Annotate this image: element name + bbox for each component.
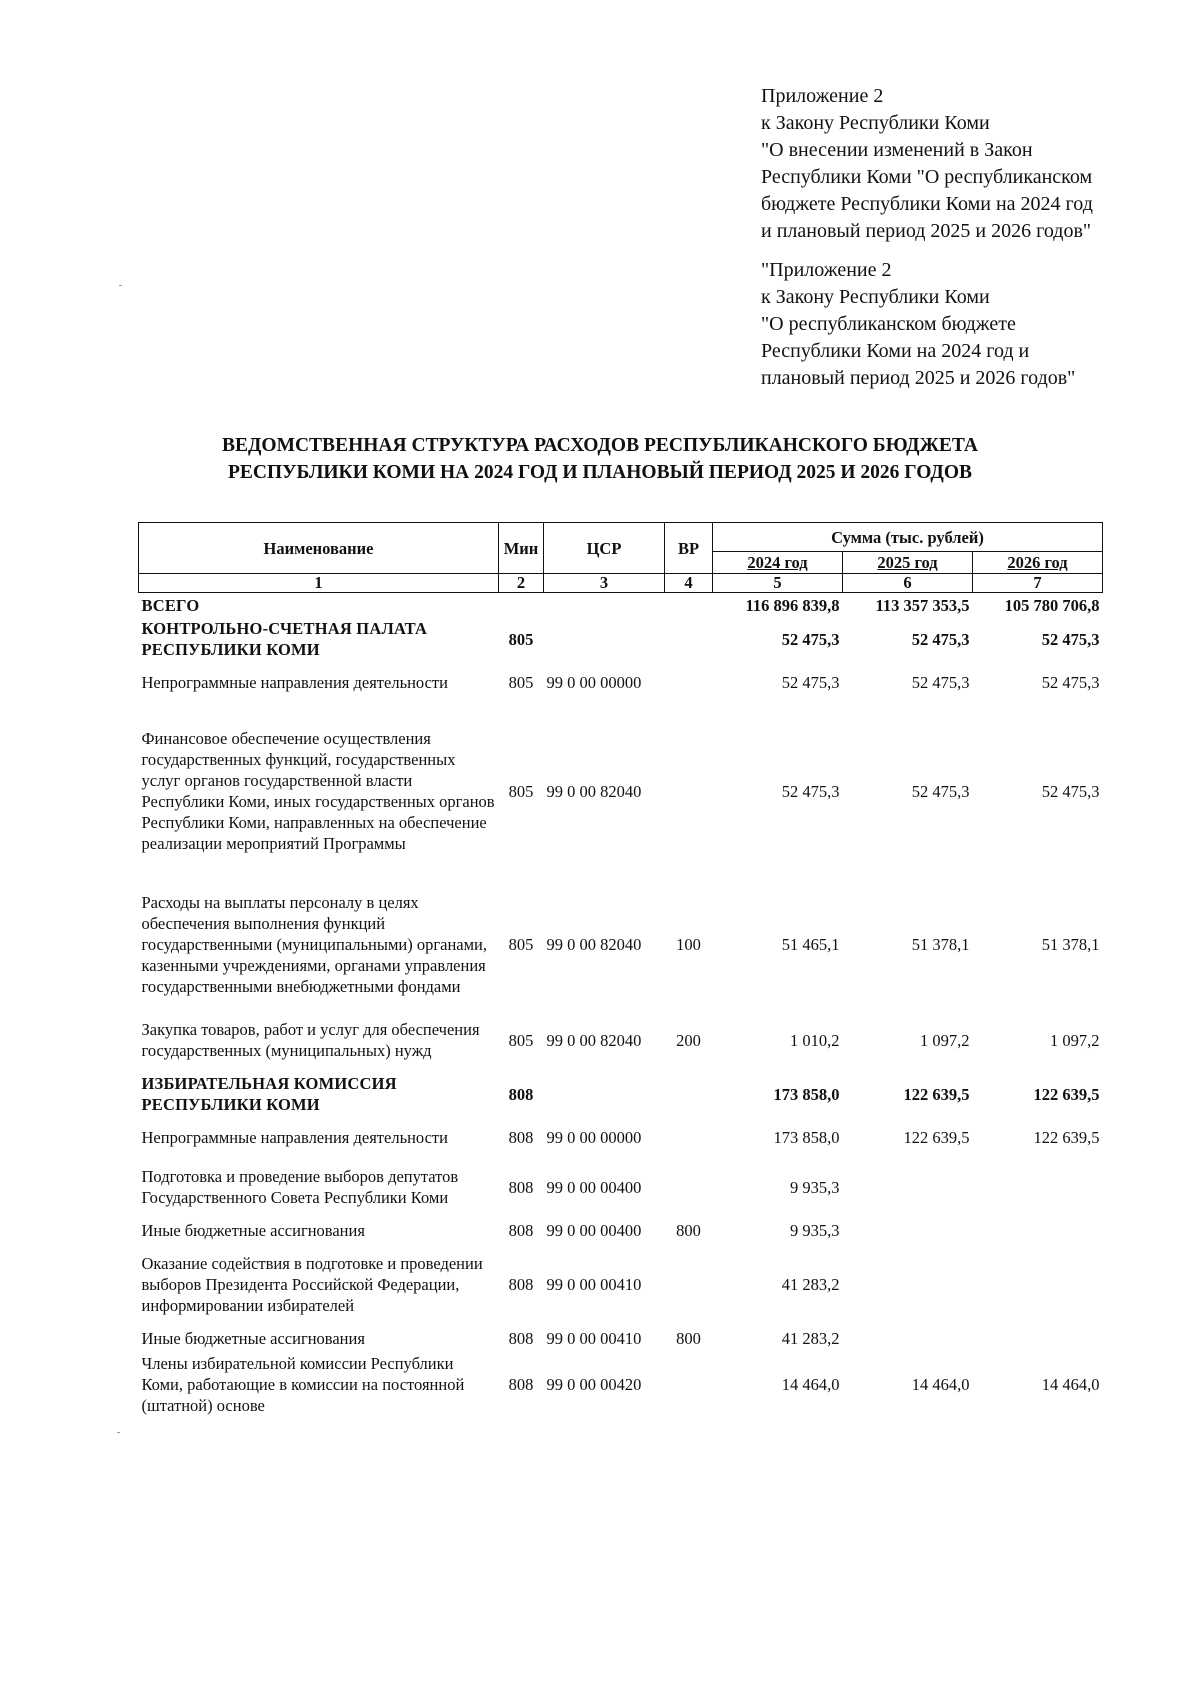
row-vr [665, 1243, 713, 1325]
row-vr [665, 617, 713, 661]
row-value-2025: 52 475,3 [911, 781, 970, 801]
row-name: Непрограммные направления деятельности [141, 672, 448, 692]
row-name: Финансовое обеспечение осуществления государственных функций, государственных услуг органов государственной власти Республики Коми, иных государственных органов Республики Коми, направленных на обеспечение реализации мероприятий Программы [141, 729, 495, 853]
row-value-2026: 51 378,1 [1041, 934, 1100, 954]
row-min: 808 [508, 1084, 534, 1104]
row-vr: 800 [676, 1220, 701, 1240]
header-vr: ВР [665, 523, 713, 574]
row-value-2025: 52 475,3 [911, 629, 970, 649]
row-name: Расходы на выплаты персоналу в целях обеспечения выполнения функций государственными (муниципальными) органами, казенными учреждениями, органами управления государственными внебюджетными фондами [141, 892, 488, 996]
row-csr [544, 617, 665, 661]
table-row [139, 1009, 1103, 1071]
row-value-2024: 51 465,1 [781, 934, 840, 954]
annex-line: к Закону Республики Коми [761, 112, 990, 134]
header-year-2024: 2024 год [713, 552, 843, 574]
row-csr [544, 593, 665, 618]
row-vr [665, 1071, 713, 1117]
row-min: 808 [508, 1177, 534, 1197]
table-header [139, 523, 1103, 593]
table-row [139, 703, 1103, 879]
row-name: КОНТРОЛЬНО-СЧЕТНАЯ ПАЛАТА РЕСПУБЛИКИ КОМИ [141, 619, 428, 659]
header-sum: Сумма (тыс. рублей) [713, 523, 1103, 552]
row-csr: 99 0 00 00400 [546, 1177, 642, 1197]
row-value-2025 [843, 1217, 973, 1243]
annex-block-amendment [761, 83, 1093, 245]
row-csr: 99 0 00 00420 [546, 1374, 642, 1394]
row-value-2024: 52 475,3 [781, 629, 840, 649]
row-value-2025: 14 464,0 [911, 1374, 970, 1394]
row-vr [665, 1117, 713, 1157]
row-value-2025: 51 378,1 [911, 934, 970, 954]
row-vr [665, 593, 713, 618]
row-min: 805 [508, 672, 534, 692]
table-row [139, 617, 1103, 661]
table-row [139, 593, 1103, 618]
row-vr [665, 703, 713, 879]
document-title [0, 432, 1200, 486]
col-number: 2 [499, 574, 544, 593]
row-value-2025: 113 357 353,5 [875, 595, 970, 615]
row-name: Непрограммные направления деятельности [141, 1127, 448, 1147]
table-row [139, 1243, 1103, 1325]
table-body [139, 593, 1103, 1418]
row-value-2024: 14 464,0 [781, 1374, 840, 1394]
row-name: Члены избирательной комиссии Республики Коми, работающие в комиссии на постоянной (штатной) основе [141, 1353, 465, 1415]
header-year-2026: 2026 год [973, 552, 1103, 574]
row-min [499, 593, 544, 618]
row-value-2025: 52 475,3 [911, 672, 970, 692]
title-line-2: РЕСПУБЛИКИ КОМИ НА 2024 ГОД И ПЛАНОВЫЙ ПЕРИОД 2025 И 2026 ГОДОВ [227, 462, 973, 483]
row-value-2024: 41 283,2 [781, 1328, 840, 1348]
annex-line: и плановый период 2025 и 2026 годов" [761, 220, 1092, 242]
annex-line: Республики Коми "О республиканском [761, 166, 1093, 188]
row-csr: 99 0 00 82040 [546, 934, 642, 954]
annex-line: "О внесении изменений в Закон [761, 139, 1033, 161]
row-value-2025 [843, 1325, 973, 1351]
title-line-1: ВЕДОМСТВЕННАЯ СТРУКТУРА РАСХОДОВ РЕСПУБЛИКАНСКОГО БЮДЖЕТА [221, 435, 979, 456]
annex-line: Республики Коми на 2024 год и [761, 340, 1030, 362]
table-row [139, 1217, 1103, 1243]
row-value-2024: 173 858,0 [773, 1084, 840, 1104]
row-name: Иные бюджетные ассигнования [141, 1328, 365, 1348]
scan-speck [119, 285, 122, 286]
annex-block-original [761, 257, 1093, 392]
table-row [139, 1325, 1103, 1351]
row-csr: 99 0 00 82040 [546, 781, 642, 801]
row-value-2026: 52 475,3 [1041, 781, 1100, 801]
row-value-2024: 9 935,3 [790, 1220, 840, 1240]
row-value-2024: 1 010,2 [790, 1030, 840, 1050]
row-value-2026 [973, 1325, 1103, 1351]
row-min: 805 [508, 1030, 534, 1050]
row-value-2024: 173 858,0 [773, 1127, 840, 1147]
annex-line: "О республиканском бюджете [761, 313, 1016, 335]
row-value-2026 [973, 1157, 1103, 1217]
row-value-2026 [973, 1243, 1103, 1325]
col-number: 3 [544, 574, 665, 593]
header-name: Наименование [139, 523, 499, 574]
row-csr: 99 0 00 00400 [546, 1220, 642, 1240]
row-csr: 99 0 00 00000 [546, 1127, 642, 1147]
row-csr: 99 0 00 00000 [546, 672, 642, 692]
col-number: 4 [665, 574, 713, 593]
row-value-2024: 52 475,3 [781, 672, 840, 692]
row-csr: 99 0 00 82040 [546, 1030, 642, 1050]
row-value-2025 [843, 1157, 973, 1217]
table-row [139, 1071, 1103, 1117]
row-value-2026: 52 475,3 [1041, 629, 1100, 649]
row-min: 805 [508, 934, 534, 954]
table-row [139, 1157, 1103, 1217]
header-csr: ЦСР [544, 523, 665, 574]
row-value-2026: 105 780 706,8 [1004, 595, 1100, 615]
row-min: 808 [508, 1127, 534, 1147]
row-value-2025: 122 639,5 [903, 1127, 970, 1147]
row-csr: 99 0 00 00410 [546, 1328, 642, 1348]
row-vr: 800 [676, 1328, 701, 1348]
row-vr: 100 [676, 934, 701, 954]
col-number: 7 [973, 574, 1103, 593]
row-value-2024: 116 896 839,8 [745, 595, 840, 615]
row-vr [665, 661, 713, 703]
row-value-2026: 1 097,2 [1050, 1030, 1100, 1050]
table-row [139, 1117, 1103, 1157]
row-min: 805 [508, 629, 534, 649]
annex-line: бюджете Республики Коми на 2024 год [761, 193, 1093, 215]
row-value-2026: 122 639,5 [1033, 1127, 1100, 1147]
row-vr: 200 [676, 1030, 701, 1050]
row-value-2026: 122 639,5 [1033, 1084, 1100, 1104]
budget-table [138, 522, 1103, 1417]
row-min: 808 [508, 1220, 534, 1240]
table-row [139, 661, 1103, 703]
annex-line: Приложение 2 [761, 85, 884, 107]
row-name: Иные бюджетные ассигнования [141, 1220, 365, 1240]
row-value-2026 [973, 1217, 1103, 1243]
row-vr [665, 1351, 713, 1417]
header-year-2025: 2025 год [843, 552, 973, 574]
table-row [139, 1351, 1103, 1417]
row-name: Оказание содействия в подготовке и проведении выборов Президента Российской Федерации, информировании избирателей [141, 1253, 483, 1315]
col-number: 6 [843, 574, 973, 593]
row-value-2025: 1 097,2 [920, 1030, 970, 1050]
scan-speck [117, 1432, 120, 1433]
row-name: ВСЕГО [141, 595, 200, 615]
row-value-2025: 122 639,5 [903, 1084, 970, 1104]
annex-line: к Закону Республики Коми [761, 286, 990, 308]
row-name: Подготовка и проведение выборов депутатов Государственного Совета Республики Коми [141, 1167, 459, 1207]
annex-header [761, 83, 1093, 404]
row-csr [544, 1071, 665, 1117]
table-row [139, 879, 1103, 1009]
annex-line: плановый период 2025 и 2026 годов" [761, 367, 1076, 389]
row-vr [665, 1157, 713, 1217]
row-name: Закупка товаров, работ и услуг для обеспечения государственных (муниципальных) нужд [141, 1020, 480, 1060]
row-value-2026: 52 475,3 [1041, 672, 1100, 692]
row-csr: 99 0 00 00410 [546, 1274, 642, 1294]
header-min: Мин [499, 523, 544, 574]
row-min: 808 [508, 1374, 534, 1394]
row-name: ИЗБИРАТЕЛЬНАЯ КОМИССИЯ РЕСПУБЛИКИ КОМИ [141, 1074, 397, 1114]
row-value-2024: 52 475,3 [781, 781, 840, 801]
row-value-2024: 41 283,2 [781, 1274, 840, 1294]
col-number: 1 [139, 574, 499, 593]
row-min: 808 [508, 1328, 534, 1348]
col-number: 5 [713, 574, 843, 593]
row-value-2026: 14 464,0 [1041, 1374, 1100, 1394]
row-min: 808 [508, 1274, 534, 1294]
row-value-2025 [843, 1243, 973, 1325]
annex-line: "Приложение 2 [761, 259, 892, 281]
row-min: 805 [508, 781, 534, 801]
row-value-2024: 9 935,3 [790, 1177, 840, 1197]
